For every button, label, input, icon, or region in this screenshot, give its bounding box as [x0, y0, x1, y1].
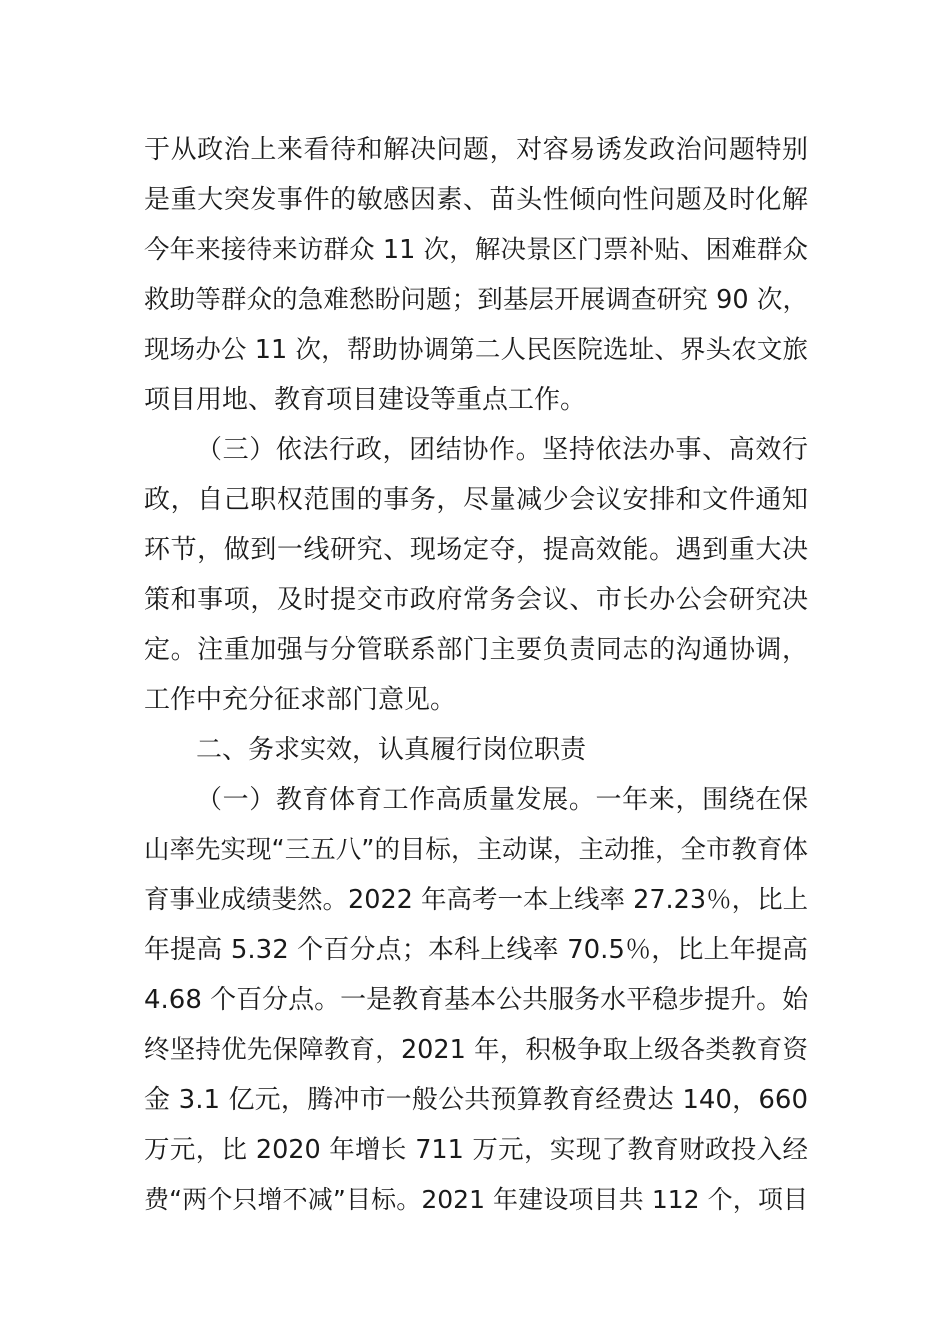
text-line: 4.68 个百分点。一是教育基本公共服务水平稳步提升。始 — [144, 985, 809, 1015]
text-line: 今年来接待来访群众 11 次，解决景区门票补贴、困难群众 — [144, 235, 808, 265]
text-line: 工作中充分征求部门意见。 — [144, 685, 457, 715]
text-line: （一）教育体育工作高质量发展。一年来，围绕在保 — [196, 785, 808, 815]
text-line: 年提高 5.32 个百分点；本科上线率 70.5％，比上年提高 — [144, 935, 808, 965]
text-line: 万元，比 2020 年增长 711 万元，实现了教育财政投入经 — [144, 1135, 808, 1165]
text-line: 环节，做到一线研究、现场定夺，提高效能。遇到重大决 — [144, 535, 808, 565]
text-line: 金 3.1 亿元，腾冲市一般公共预算教育经费达 140，660 — [144, 1085, 808, 1115]
text-line: 项目用地、教育项目建设等重点工作。 — [144, 385, 587, 415]
text-line: 山率先实现“三五八”的目标，主动谋，主动推，全市教育体 — [144, 835, 808, 865]
section-heading-text: 二、务求实效，认真履行岗位职责 — [196, 735, 587, 765]
section-heading — [144, 725, 808, 775]
paragraph-p4 — [144, 775, 808, 1225]
text-line: 终坚持优先保障教育，2021 年，积极争取上级各类教育资 — [144, 1035, 808, 1065]
text-line: 费“两个只增不减”目标。2021 年建设项目共 112 个，项目 — [144, 1185, 808, 1214]
text-line: 政，自己职权范围的事务，尽量减少会议安排和文件通知 — [144, 485, 808, 515]
document-body — [144, 125, 808, 1225]
text-line: 于从政治上来看待和解决问题，对容易诱发政治问题特别 — [144, 135, 808, 165]
text-line: 现场办公 11 次，帮助协调第二人民医院选址、界头农文旅 — [144, 335, 808, 365]
text-line: 策和事项，及时提交市政府常务会议、市长办公会研究决 — [144, 585, 808, 615]
text-line: 是重大突发事件的敏感因素、苗头性倾向性问题及时化解 — [144, 185, 808, 215]
paragraph-p1 — [144, 125, 808, 425]
text-line: （三）依法行政，团结协作。坚持依法办事、高效行 — [196, 435, 808, 465]
text-line: 定。注重加强与分管联系部门主要负责同志的沟通协调， — [144, 635, 808, 665]
text-line: 育事业成绩斐然。2022 年高考一本上线率 27.23％，比上 — [144, 885, 809, 915]
text-line: 救助等群众的急难愁盼问题；到基层开展调查研究 90 次， — [144, 285, 808, 315]
paragraph-p2 — [144, 425, 808, 725]
